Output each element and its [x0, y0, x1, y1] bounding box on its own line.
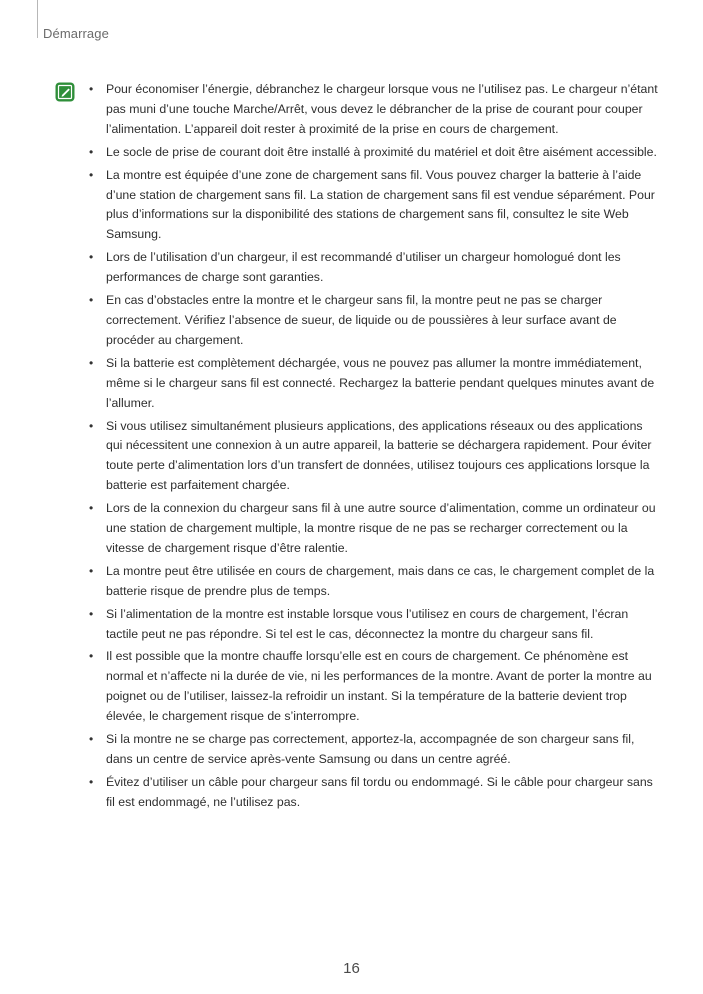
- note-item: • La montre est équipée d’une zone de chargement sans fil. Vous pouvez charger la batterie à l’aide d’une station de chargement sans fil. La station de chargement sans fil est vendue séparément. Pour plus d’informations sur la disponibilité des stations de chargement sans fil, consultez le site Web Samsung.: [89, 167, 655, 242]
- bullet: •: [89, 774, 94, 789]
- section-header: Démarrage: [43, 26, 109, 41]
- note-item: • Évitez d’utiliser un câble pour chargeur sans fil tordu ou endommagé. Si le câble pour chargeur sans fil est endommagé, ne l’utilisez pas.: [89, 774, 653, 809]
- note-item: • Il est possible que la montre chauffe lorsqu’elle est en cours de chargement. Ce phénomène est normal et n’affecte ni la durée de vie, ni les performances de la montre. Avant de porter la montre au poignet ou de l’utiliser, laissez-la refroidir un instant. Si la température de la batterie devient trop élevée, le chargement risque de s’interrompre.: [89, 649, 652, 724]
- note-item: • Pour économiser l’énergie, débranchez le chargeur lorsque vous ne l’utilisez pas. Le chargeur n’étant pas muni d’une touche Marche/Arrêt, vous devez le débrancher de la prise de courant pour couper l’alimentation. L’appareil doit rester à proximité de la prise en cours de chargement.: [89, 82, 658, 136]
- bullet: •: [89, 144, 94, 159]
- note-item: • Lors de l’utilisation d’un chargeur, il est recommandé d’utiliser un chargeur homologué dont les performances de charge sont garanties.: [89, 250, 621, 285]
- bullet: •: [89, 649, 94, 664]
- header-rule: [37, 0, 38, 38]
- bullet: •: [89, 606, 94, 621]
- bullet: •: [89, 501, 94, 516]
- bullet: •: [89, 563, 94, 578]
- bullet: •: [89, 355, 94, 370]
- bullet: •: [89, 418, 94, 433]
- note-item: • Le socle de prise de courant doit être installé à proximité du matériel et doit être aisément accessible.: [82, 143, 660, 163]
- notes-list: [82, 80, 660, 816]
- note-pencil-icon: [55, 82, 75, 102]
- note-item: • En cas d’obstacles entre la montre et le chargeur sans fil, la montre peut ne pas se charger correctement. Vérifiez l’absence de sueur, de liquide ou de poussières à leur surface avant de procéder au chargement.: [89, 293, 617, 347]
- page-number: 16: [343, 960, 360, 977]
- bullet: •: [89, 732, 94, 747]
- note-item: • Si vous utilisez simultanément plusieurs applications, des applications réseaux ou des applications qui nécessitent une connexion à un autre appareil, la batterie se déchargera rapidement. Pour éviter toute perte d’alimentation lors d’un transfert de données, utilisez toujours ces applications lorsque la batterie est parfaitement chargée.: [89, 418, 652, 493]
- note-item: • La montre peut être utilisée en cours de chargement, mais dans ce cas, le chargement complet de la batterie risque de prendre plus de temps.: [89, 563, 655, 598]
- bullet: •: [89, 167, 94, 182]
- bullet: •: [89, 82, 94, 96]
- note-item: • Si la montre ne se charge pas correctement, apportez-la, accompagnée de son chargeur sans fil, dans un centre de service après-vente Samsung ou dans un centre agréé.: [89, 732, 635, 766]
- note-item: • Si la batterie est complètement déchargée, vous ne pouvez pas allumer la montre immédiatement, même si le chargeur sans fil est connecté. Rechargez la batterie pendant quelques minutes avant de l’allumer.: [89, 355, 655, 410]
- bullet: •: [89, 250, 94, 265]
- note-item: • Si l’alimentation de la montre est instable lorsque vous l’utilisez en cours de chargement, l’écran tactile peut ne pas répondre. Si tel est le cas, déconnectez la montre du chargeur sans fil.: [89, 606, 629, 641]
- note-item: • Lors de la connexion du chargeur sans fil à une autre source d’alimentation, comme un ordinateur ou une station de chargement multiple, la montre risque de ne pas se recharger correctement ou la vitesse de chargement risque d’être ralentie.: [89, 501, 656, 555]
- bullet: •: [89, 293, 94, 308]
